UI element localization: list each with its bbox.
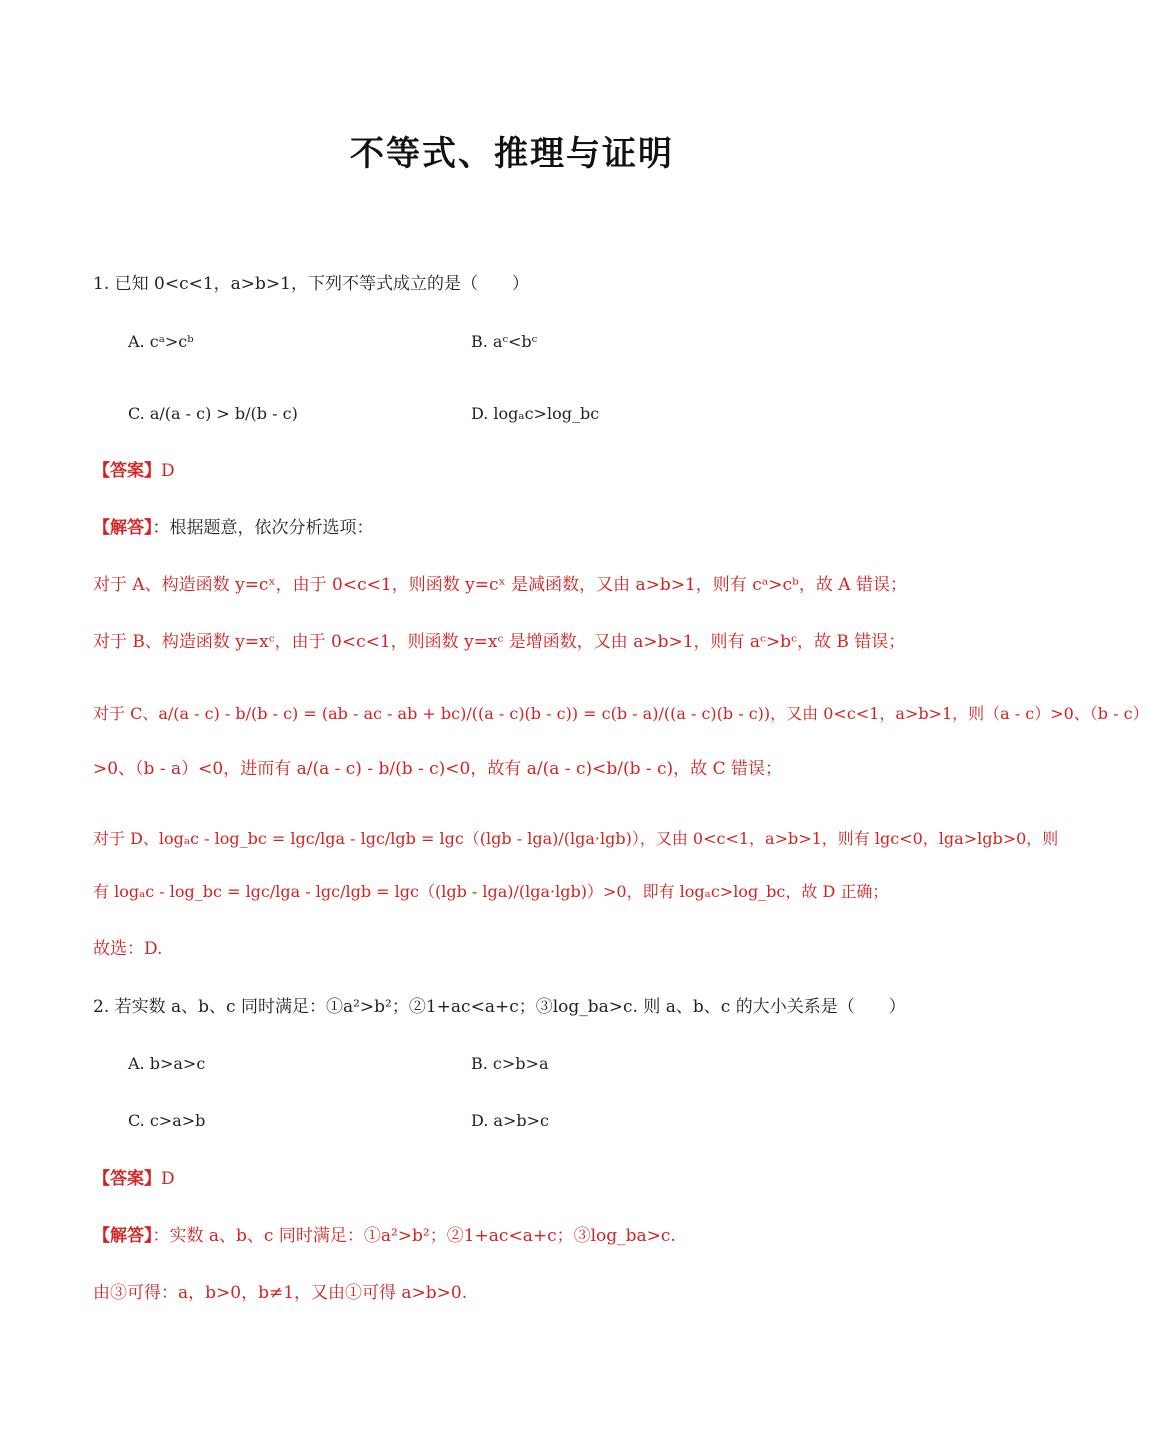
page-title: 不等式、推理与证明	[350, 134, 674, 174]
q2-option-c: C. c>a>b	[128, 1111, 206, 1130]
q2-answer	[93, 1167, 175, 1191]
answer-label: 【答案】	[93, 461, 161, 481]
q2-analysis-intro	[93, 1224, 676, 1248]
analysis-label: 【解答】	[93, 1226, 153, 1246]
question-2-stem: 2. 若实数 a、b、c 同时满足：①a²>b²；②1+ac<a+c；③log_ba>c. 则 a、b、c 的大小关系是（ ）	[93, 997, 906, 1017]
q1-option-d: D. logₐc>log_bc	[471, 404, 600, 423]
q1-option-c: C. a/(a - c) > b/(b - c)	[128, 404, 298, 423]
q1-answer	[93, 459, 175, 483]
q2-option-d: D. a>b>c	[471, 1111, 549, 1130]
answer-value: D	[161, 461, 175, 481]
q1-option-b: B. aᶜ<bᶜ	[471, 332, 538, 351]
q2-line-2: 由③可得：a，b>0，b≠1，又由①可得 a>b>0.	[93, 1283, 468, 1303]
answer-label: 【答案】	[93, 1169, 161, 1189]
q1-line-d2: 有 logₐc - log_bc = lgc/lga - lgc/lgb = lgc（(lgb - lga)/(lga·lgb)）>0，即有 logₐc>log_bc，故 D 正确；	[93, 882, 889, 901]
answer-value: D	[161, 1169, 175, 1189]
q1-line-b: 对于 B、构造函数 y=xᶜ，由于 0<c<1，则函数 y=xᶜ 是增函数，又由 a>b>1，则有 aᶜ>bᶜ，故 B 错误；	[93, 632, 906, 652]
analysis-intro-text: ：实数 a、b、c 同时满足：①a²>b²；②1+ac<a+c；③log_ba>c.	[152, 1226, 676, 1246]
q2-option-b: B. c>b>a	[471, 1054, 549, 1073]
q1-option-a: A. cᵃ>cᵇ	[128, 332, 194, 351]
q1-line-d1: 对于 D、logₐc - log_bc = lgc/lga - lgc/lgb = lgc（(lgb - lga)/(lga·lgb)），又由 0<c<1，a>b>1，则有 lgc<0，lga>lgb>0，则	[93, 829, 1059, 848]
q1-line-a: 对于 A、构造函数 y=cˣ，由于 0<c<1，则函数 y=cˣ 是减函数，又由 a>b>1，则有 cᵃ>cᵇ，故 A 错误；	[93, 575, 907, 595]
q1-conclusion: 故选：D.	[93, 939, 163, 959]
question-1-stem: 1. 已知 0<c<1，a>b>1，下列不等式成立的是（ ）	[93, 274, 529, 294]
q1-line-c1: 对于 C、a/(a - c) - b/(b - c) = (ab - ac - ab + bc)/((a - c)(b - c)) = c(b - a)/((a - c)(b - c))，又由 0<c<1，a>b>1，则（a - c）>0、（b - c）	[93, 704, 1149, 723]
q1-line-c2: >0、（b - a）<0，进而有 a/(a - c) - b/(b - c)<0，故有 a/(a - c)<b/(b - c)，故 C 错误；	[93, 759, 782, 779]
q1-analysis-intro	[93, 516, 374, 540]
analysis-label: 【解答】	[93, 518, 153, 538]
q2-option-a: A. b>a>c	[128, 1054, 206, 1073]
analysis-intro-text: ：根据题意，依次分析选项：	[152, 518, 374, 538]
